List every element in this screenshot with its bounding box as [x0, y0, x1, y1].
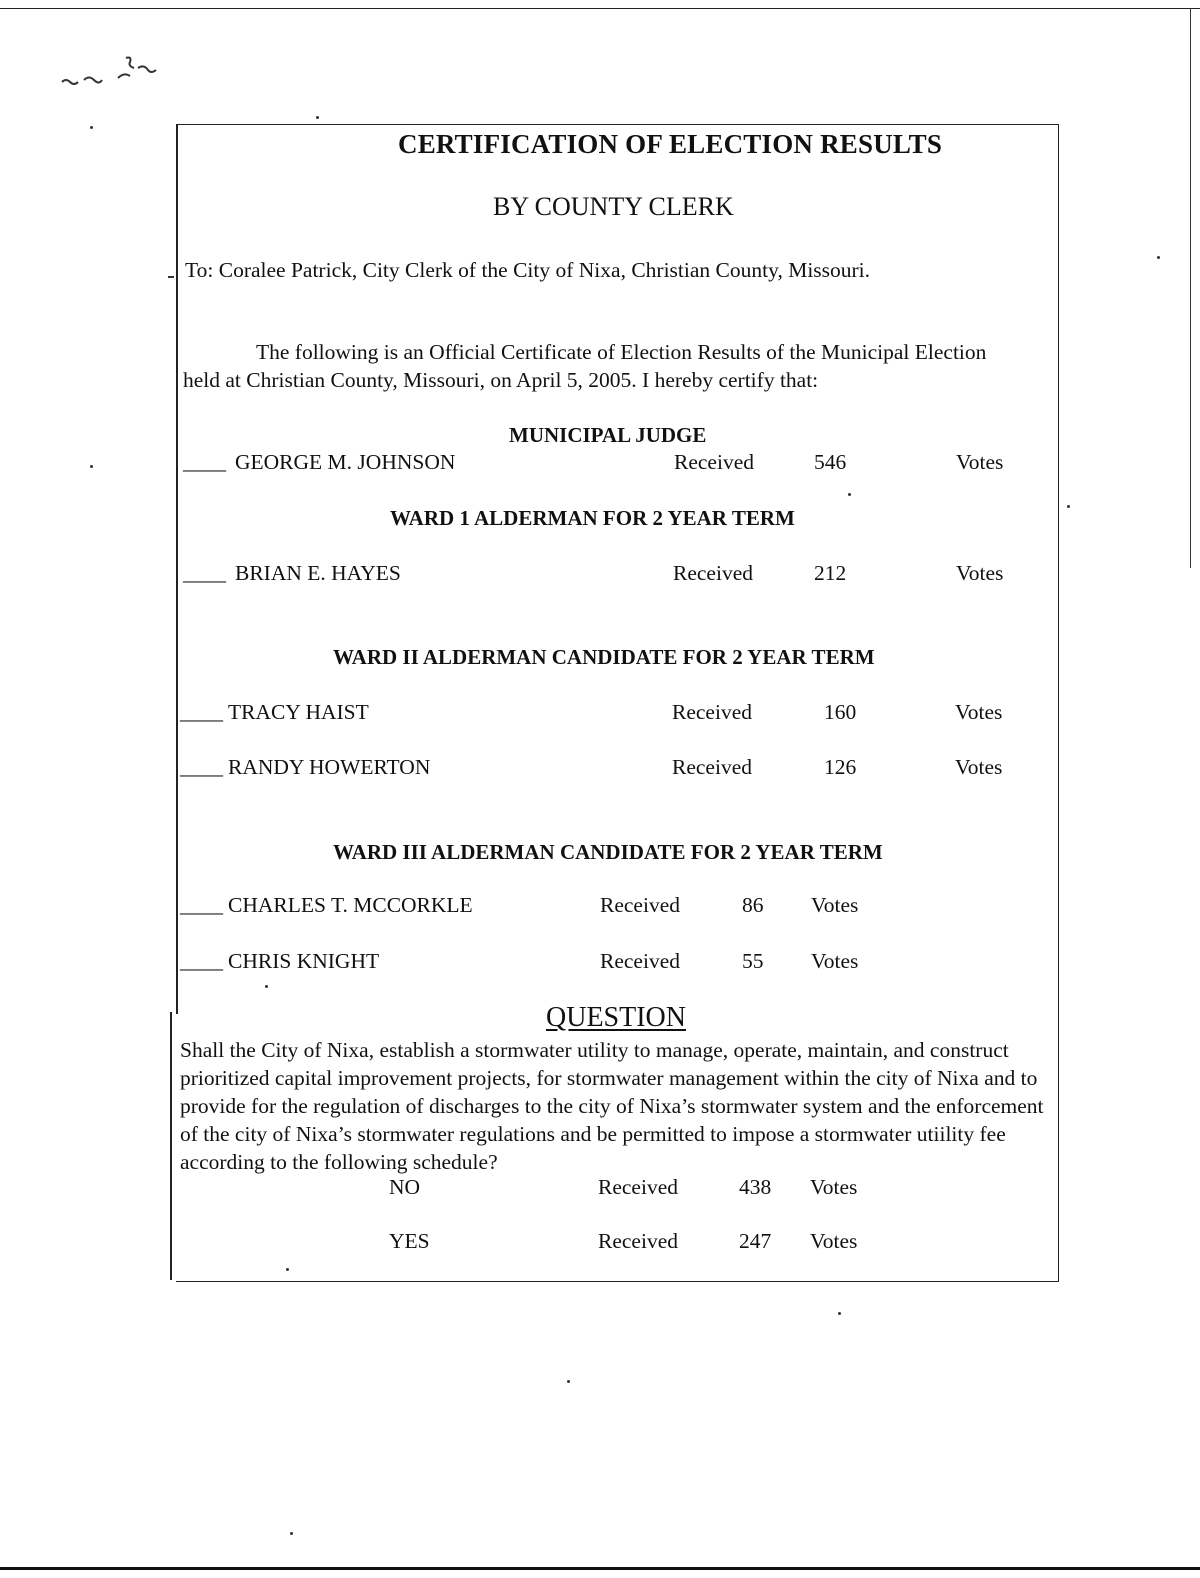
votes-label: Votes: [811, 893, 859, 917]
received-label: Received: [600, 949, 680, 973]
votes-label: Votes: [811, 949, 859, 973]
question-text: Shall the City of Nixa, establish a stormwater utility to manage, operate, maintain, and construct prioritized capital improvement projects, for stormwater management within the city of Nixa and to provide for the regulation of discharges to the city of Nixa’s stormwater system and the enforcement of the city of Nixa’s stormwater regulations and be permitted to impose a stormwater utiility fee according to the following schedule?: [180, 1038, 1044, 1174]
certificate-border-left: [170, 1012, 172, 1280]
vote-count: 546: [814, 450, 847, 474]
scan-edge-right: [1190, 8, 1191, 568]
votes-label: Votes: [810, 1229, 858, 1253]
document-subtitle: BY COUNTY CLERK: [493, 192, 734, 221]
vote-count: 126: [824, 755, 857, 779]
received-label: Received: [598, 1175, 678, 1199]
vote-count: 212: [814, 561, 847, 585]
scan-speck: [168, 276, 174, 278]
scan-speck: [567, 1380, 570, 1383]
certificate-border-left: [176, 124, 178, 1014]
document-title: CERTIFICATION OF ELECTION RESULTS: [398, 129, 943, 159]
scan-speck: [316, 116, 319, 119]
votes-label: Votes: [955, 700, 1003, 724]
votes-label: Votes: [956, 561, 1004, 585]
vote-count: 86: [742, 893, 764, 917]
votes-label: Votes: [956, 450, 1004, 474]
candidate-name: RANDY HOWERTON: [228, 755, 431, 779]
answer-label: YES: [389, 1229, 430, 1253]
scan-edge-top: [0, 8, 1200, 9]
scan-speck: [1157, 256, 1160, 259]
candidate-blank: ____: [183, 450, 226, 474]
candidate-name: CHARLES T. MCCORKLE: [228, 893, 473, 917]
section-heading: MUNICIPAL JUDGE: [509, 423, 707, 447]
vote-count: 247: [739, 1229, 772, 1253]
candidate-blank: ____: [183, 561, 226, 585]
candidate-blank: ____: [180, 755, 223, 779]
candidate-blank: ____: [180, 700, 223, 724]
candidate-name: TRACY HAIST: [228, 700, 369, 724]
scan-speck: [90, 126, 93, 129]
handwritten-mark: [60, 52, 170, 92]
votes-label: Votes: [810, 1175, 858, 1199]
section-heading: WARD III ALDERMAN CANDIDATE FOR 2 YEAR TERM: [333, 840, 883, 864]
intro-line-1: The following is an Official Certificate of Election Results of the Municipal Election: [256, 340, 987, 364]
candidate-blank: ____: [180, 949, 223, 973]
received-label: Received: [600, 893, 680, 917]
addressee-line: To: Coralee Patrick, City Clerk of the City of Nixa, Christian County, Missouri.: [185, 258, 871, 282]
received-label: Received: [673, 561, 753, 585]
received-label: Received: [598, 1229, 678, 1253]
scan-speck: [290, 1532, 293, 1535]
section-heading: WARD II ALDERMAN CANDIDATE FOR 2 YEAR TERM: [333, 645, 875, 669]
received-label: Received: [674, 450, 754, 474]
section-heading: WARD 1 ALDERMAN FOR 2 YEAR TERM: [390, 506, 795, 530]
candidate-name: CHRIS KNIGHT: [228, 949, 380, 973]
candidate-name: GEORGE M. JOHNSON: [235, 450, 456, 474]
received-label: Received: [672, 700, 752, 724]
votes-label: Votes: [955, 755, 1003, 779]
scan-speck: [838, 1312, 841, 1315]
intro-line-2: held at Christian County, Missouri, on April 5, 2005. I hereby certify that:: [183, 368, 819, 392]
vote-count: 55: [742, 949, 764, 973]
scan-edge-bottom: [0, 1567, 1200, 1570]
vote-count: 438: [739, 1175, 772, 1199]
scan-speck: [90, 465, 93, 468]
candidate-blank: ____: [180, 893, 223, 917]
vote-count: 160: [824, 700, 857, 724]
received-label: Received: [672, 755, 752, 779]
answer-label: NO: [389, 1175, 421, 1199]
candidate-name: BRIAN E. HAYES: [235, 561, 401, 585]
scan-speck: [1067, 505, 1070, 508]
question-heading: QUESTION: [546, 1002, 686, 1033]
